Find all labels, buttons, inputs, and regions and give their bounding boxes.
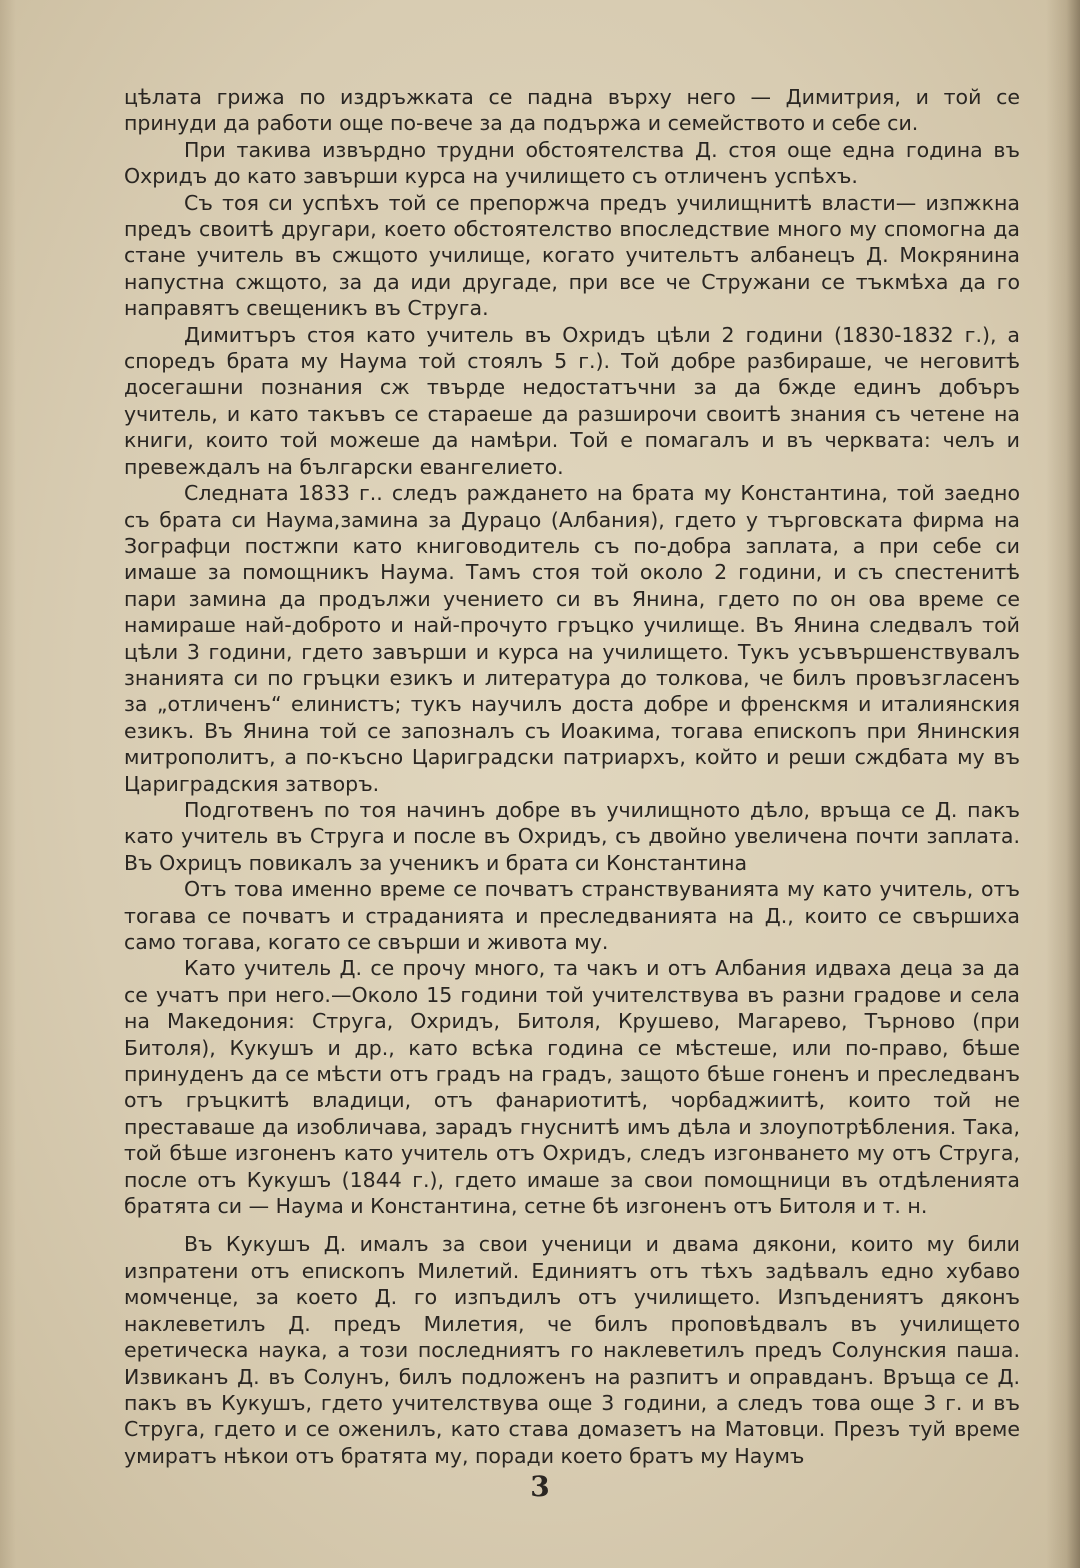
paragraph: Въ Кукушъ Д. ималъ за свои ученици и двама дякони, които му били изпратени отъ епископъ Милетий. Единиятъ отъ тѣхъ задѣвалъ едно хубаво момченце, за което Д. го изпъдилъ отъ училището. Изпъдениятъ дяконъ наклеветилъ Д. предъ Милетия, че билъ проповѣдвалъ въ училището еретическа наука, а този последниятъ го наклеветилъ предъ Солунския паша. Извиканъ Д. въ Солунъ, билъ подложенъ на разпитъ и оправданъ. Връща се Д. пакъ въ Кукушъ, гдето учителствува още 3 години, а следъ това още 3 г. и въ Струга, гдето и се оженилъ, като става домазетъ на Матовци. Презъ туй време умиратъ нѣкои отъ братята му, поради което братъ му Наумъ: [124, 1232, 1020, 1468]
page-right-shadow: [1046, 0, 1080, 1568]
paragraph: Като учитель Д. се прочу много, та чакъ и отъ Албания идваха деца за да се учатъ при него.—Около 15 години той учителствува въ разни градове и села на Македония: Струга, Охридъ, Битоля, Крушево, Магарево, Търново (при Битоля), Кукушъ и др., като всѣка година се мѣстеше, или по-право, бѣше принуденъ да се мѣсти отъ градъ на градъ, защото бѣше гоненъ и преследванъ отъ гръцкитѣ владици, отъ фанариотитѣ, чорбаджиитѣ, които той не преставаше да изобличава, зарадъ гнуснитѣ имъ дѣла и злоупотрѣбления. Така, той бѣше изгоненъ като учитель отъ Охридъ, следъ изгонването му отъ Струга, после отъ Кукушъ (1844 г.), гдето имаше за свои помощници въ отдѣленията братята си — Наума и Константина, сетне бѣ изгоненъ отъ Битоля и т. н.: [124, 956, 1020, 1219]
paragraph: Подготвенъ по тоя начинъ добре въ училищното дѣло, връща се Д. пакъ като учитель въ Струга и после въ Охридъ, съ двойно увеличена почти заплата. Въ Охрицъ повикалъ за ученикъ и брата си Константина: [124, 797, 1020, 875]
paragraph: цѣлата грижа по издръжката се падна върху него — Димитрия, и той се принуди да работи още по-вече за да подържа и семейството и себе си.: [124, 85, 1020, 136]
paragraph: Отъ това именно време се почватъ странствуванията му като учитель, отъ тогава се почватъ и страданията и преследванията на Д., които се свършиха само тогава, когато се свърши и живота му.: [124, 877, 1020, 954]
paragraph: При такива извърдно трудни обстоятелства Д. стоя още една година въ Охридъ до като завърши курса на училището съ отличенъ успѣхъ.: [124, 137, 1020, 189]
paragraph: Димитъръ стоя като учитель въ Охридъ цѣли 2 години (1830-1832 г.), а споредъ брата му Наума той стоялъ 5 г.). Той добре разбираше, че неговитѣ досегашни познания сж твърде недостатъчни за да бжде единъ добъръ учитель, и като такъвъ се стараеше да разширочи своитѣ знания съ четене на книги, които той можеше да намѣри. Той е помагалъ и въ черквата: челъ и превеждалъ на български евангелието.: [124, 322, 1020, 479]
paragraph: Съ тоя си успѣхъ той се препоржча предъ училищнитѣ власти— изпжкна предъ своитѣ другари, което обстоятелство впоследствие много му спомогна да стане учитель въ сжщото училище, когато учительтъ албанецъ Д. Мокрянина напустна сжщото, за да иди другаде, при все че Стружани се тъкмѣха да го направятъ свещеникъ въ Струга.: [124, 190, 1020, 321]
paragraph: Следната 1833 г.. следъ раждането на брата му Константина, той заедно съ брата си Наума,замина за Дурацо (Албания), гдето у търговската фирма на Зографци постжпи като книговодитель съ по-добра заплата, а при себе си имаше за помощникъ Наума. Тамъ стоя той около 2 години, и съ спестенитѣ пари замина да продължи учението си въ Янина, гдето по он ова време се намираше най-доброто и най-прочуто гръцко училище. Въ Янина следвалъ той цѣли 3 години, гдето завърши и курса на училището. Тукъ усъвършенствувалъ знанията си по гръцки езикъ и литература до толкова, че билъ провъзгласенъ за „отличенъ“ елинистъ; тукъ научилъ доста добре и френскмя и италиянския езикъ. Въ Янина той се запозналъ съ Иоакима, тогава епископъ при Янинския митрополитъ, а по-късно Цариградски патриархъ, който и реши сждбата му въ Цариградския затворъ.: [124, 481, 1020, 796]
page-left-shadow: [0, 0, 16, 1568]
page-number: 3: [530, 1470, 550, 1503]
body-text: [124, 84, 1020, 1469]
